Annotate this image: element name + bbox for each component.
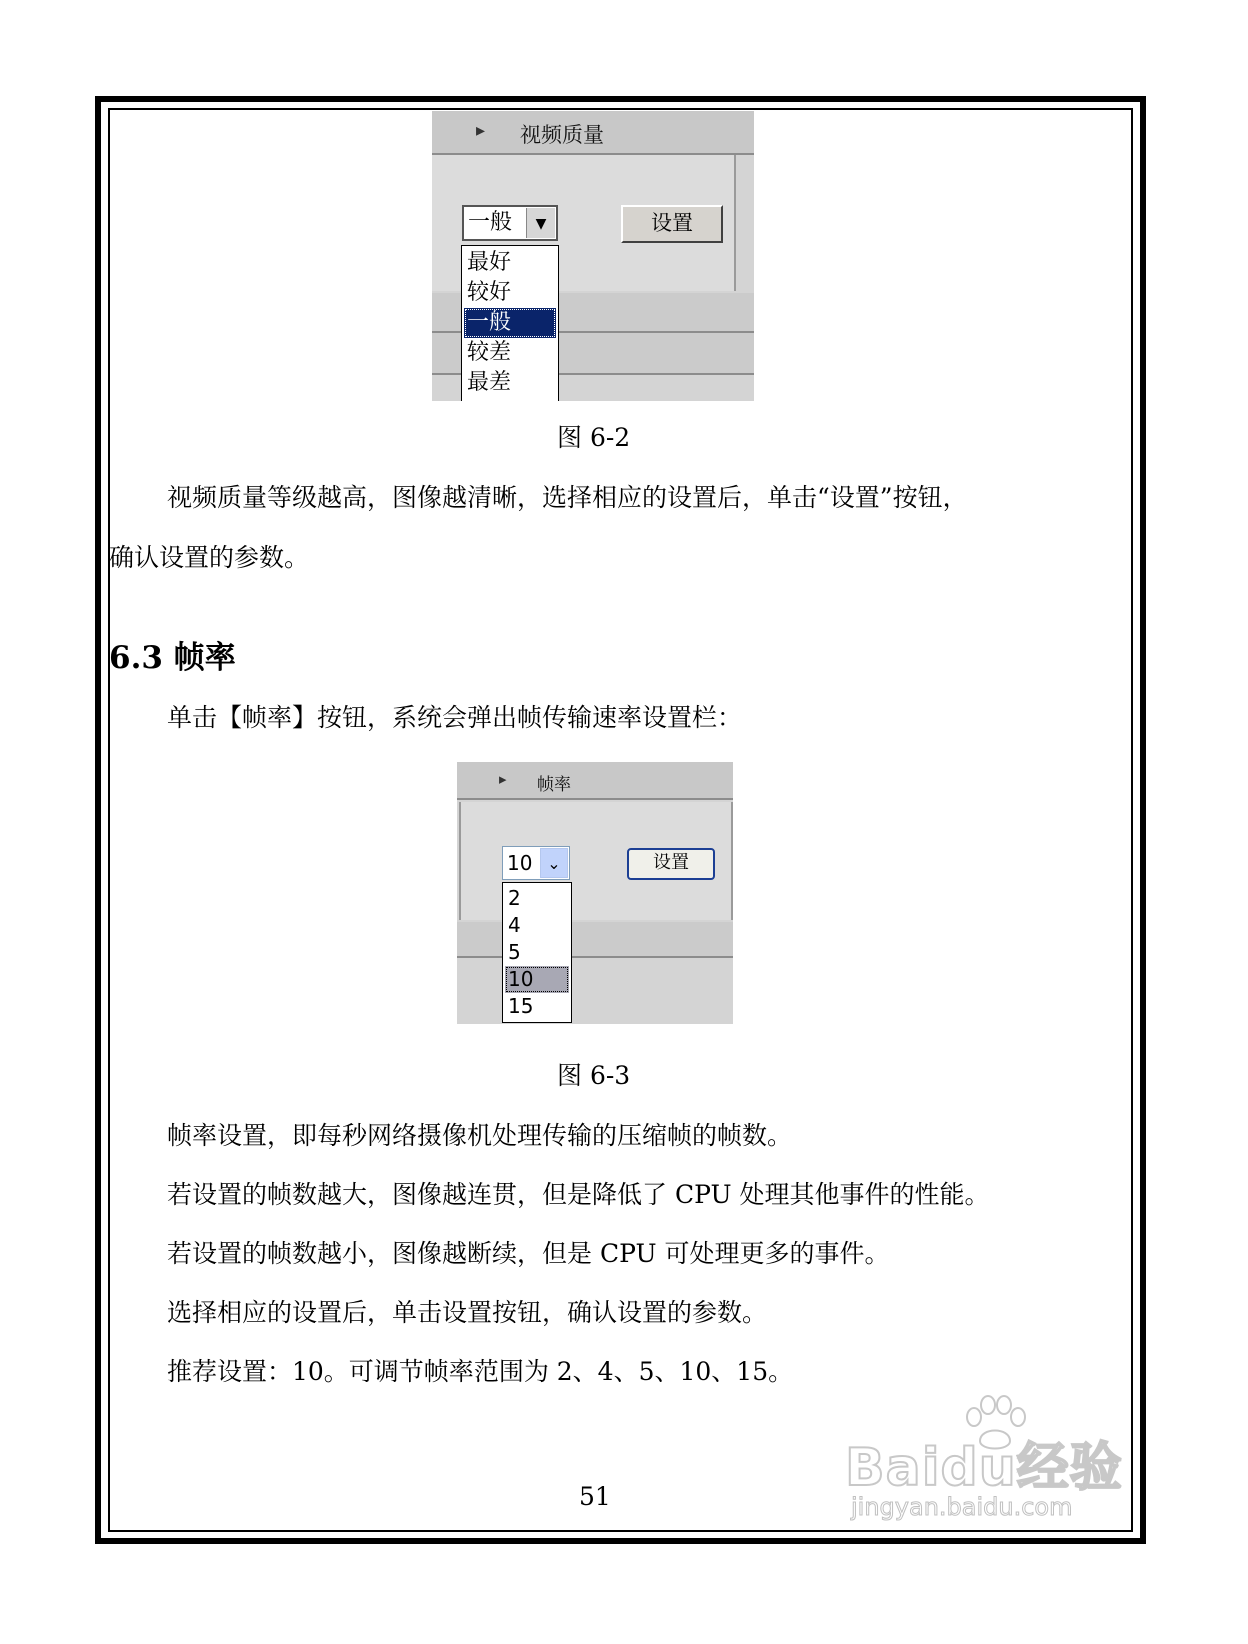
page-number: 51 — [579, 1482, 611, 1511]
watermark-url: jingyan.baidu.com — [851, 1493, 1073, 1521]
list-item[interactable]: 最好 — [467, 250, 512, 275]
baidu-jingyan-watermark — [845, 1395, 1135, 1530]
panel-header — [457, 762, 733, 800]
figure-caption-6-2: 图 6-2 — [557, 423, 631, 452]
list-item-selected[interactable]: 一般 — [464, 308, 556, 338]
paragraph-line: 若设置的帧数越小，图像越断续，但是 CPU 可处理更多的事件。 — [167, 1239, 890, 1268]
chevron-down-icon[interactable]: ▼ — [526, 208, 555, 238]
quality-select-value: 一般 — [468, 210, 513, 235]
watermark-brand: Baidu经验 — [845, 1438, 1123, 1498]
list-item[interactable]: 4 — [508, 913, 521, 937]
list-item[interactable]: 2 — [508, 886, 521, 910]
list-item[interactable]: 较好 — [467, 280, 512, 305]
paragraph-line: 单击【帧率】按钮，系统会弹出帧传输速率设置栏： — [167, 703, 743, 732]
section-heading: 6.3 帧率 — [109, 640, 236, 676]
list-item[interactable]: 15 — [508, 994, 534, 1018]
paragraph-line: 推荐设置：10。可调节帧率范围为 2、4、5、10、15。 — [167, 1357, 794, 1386]
paragraph-line: 帧率设置，即每秒网络摄像机处理传输的压缩帧的帧数。 — [167, 1121, 793, 1150]
panel-title: 视频质量 — [520, 123, 604, 147]
panel-header — [432, 111, 754, 155]
set-button[interactable]: 设置 — [627, 848, 715, 880]
list-item[interactable]: 较差 — [467, 340, 512, 365]
paragraph-line: 确认设置的参数。 — [109, 543, 310, 572]
set-button[interactable]: 设置 — [621, 205, 723, 243]
figure-frame-rate-screenshot — [457, 762, 733, 1024]
frame-rate-select-value: 10 — [507, 851, 533, 875]
chevron-down-icon[interactable]: ⌄ — [540, 848, 568, 878]
next-panel-header — [457, 922, 733, 958]
paragraph-line: 视频质量等级越高，图像越清晰，选择相应的设置后，单击“设置”按钮， — [167, 483, 968, 512]
list-item-selected[interactable]: 10 — [505, 966, 569, 993]
figure-caption-6-3: 图 6-3 — [557, 1061, 631, 1090]
paragraph-line: 若设置的帧数越大，图像越连贯，但是降低了 CPU 处理其他事件的性能。 — [167, 1180, 990, 1209]
quality-select[interactable] — [462, 205, 558, 241]
play-triangle-icon: ▸ — [499, 770, 507, 788]
quality-dropdown-list — [461, 245, 559, 401]
list-item[interactable]: 5 — [508, 940, 521, 964]
frame-rate-dropdown-list — [502, 882, 572, 1023]
list-item[interactable]: 最差 — [467, 370, 512, 395]
frame-rate-select[interactable] — [502, 846, 570, 880]
panel-title: 帧率 — [537, 775, 571, 795]
play-triangle-icon: ▸ — [476, 120, 486, 141]
paragraph-line: 选择相应的设置后，单击设置按钮，确认设置的参数。 — [167, 1298, 768, 1327]
figure-video-quality-screenshot — [432, 111, 754, 401]
